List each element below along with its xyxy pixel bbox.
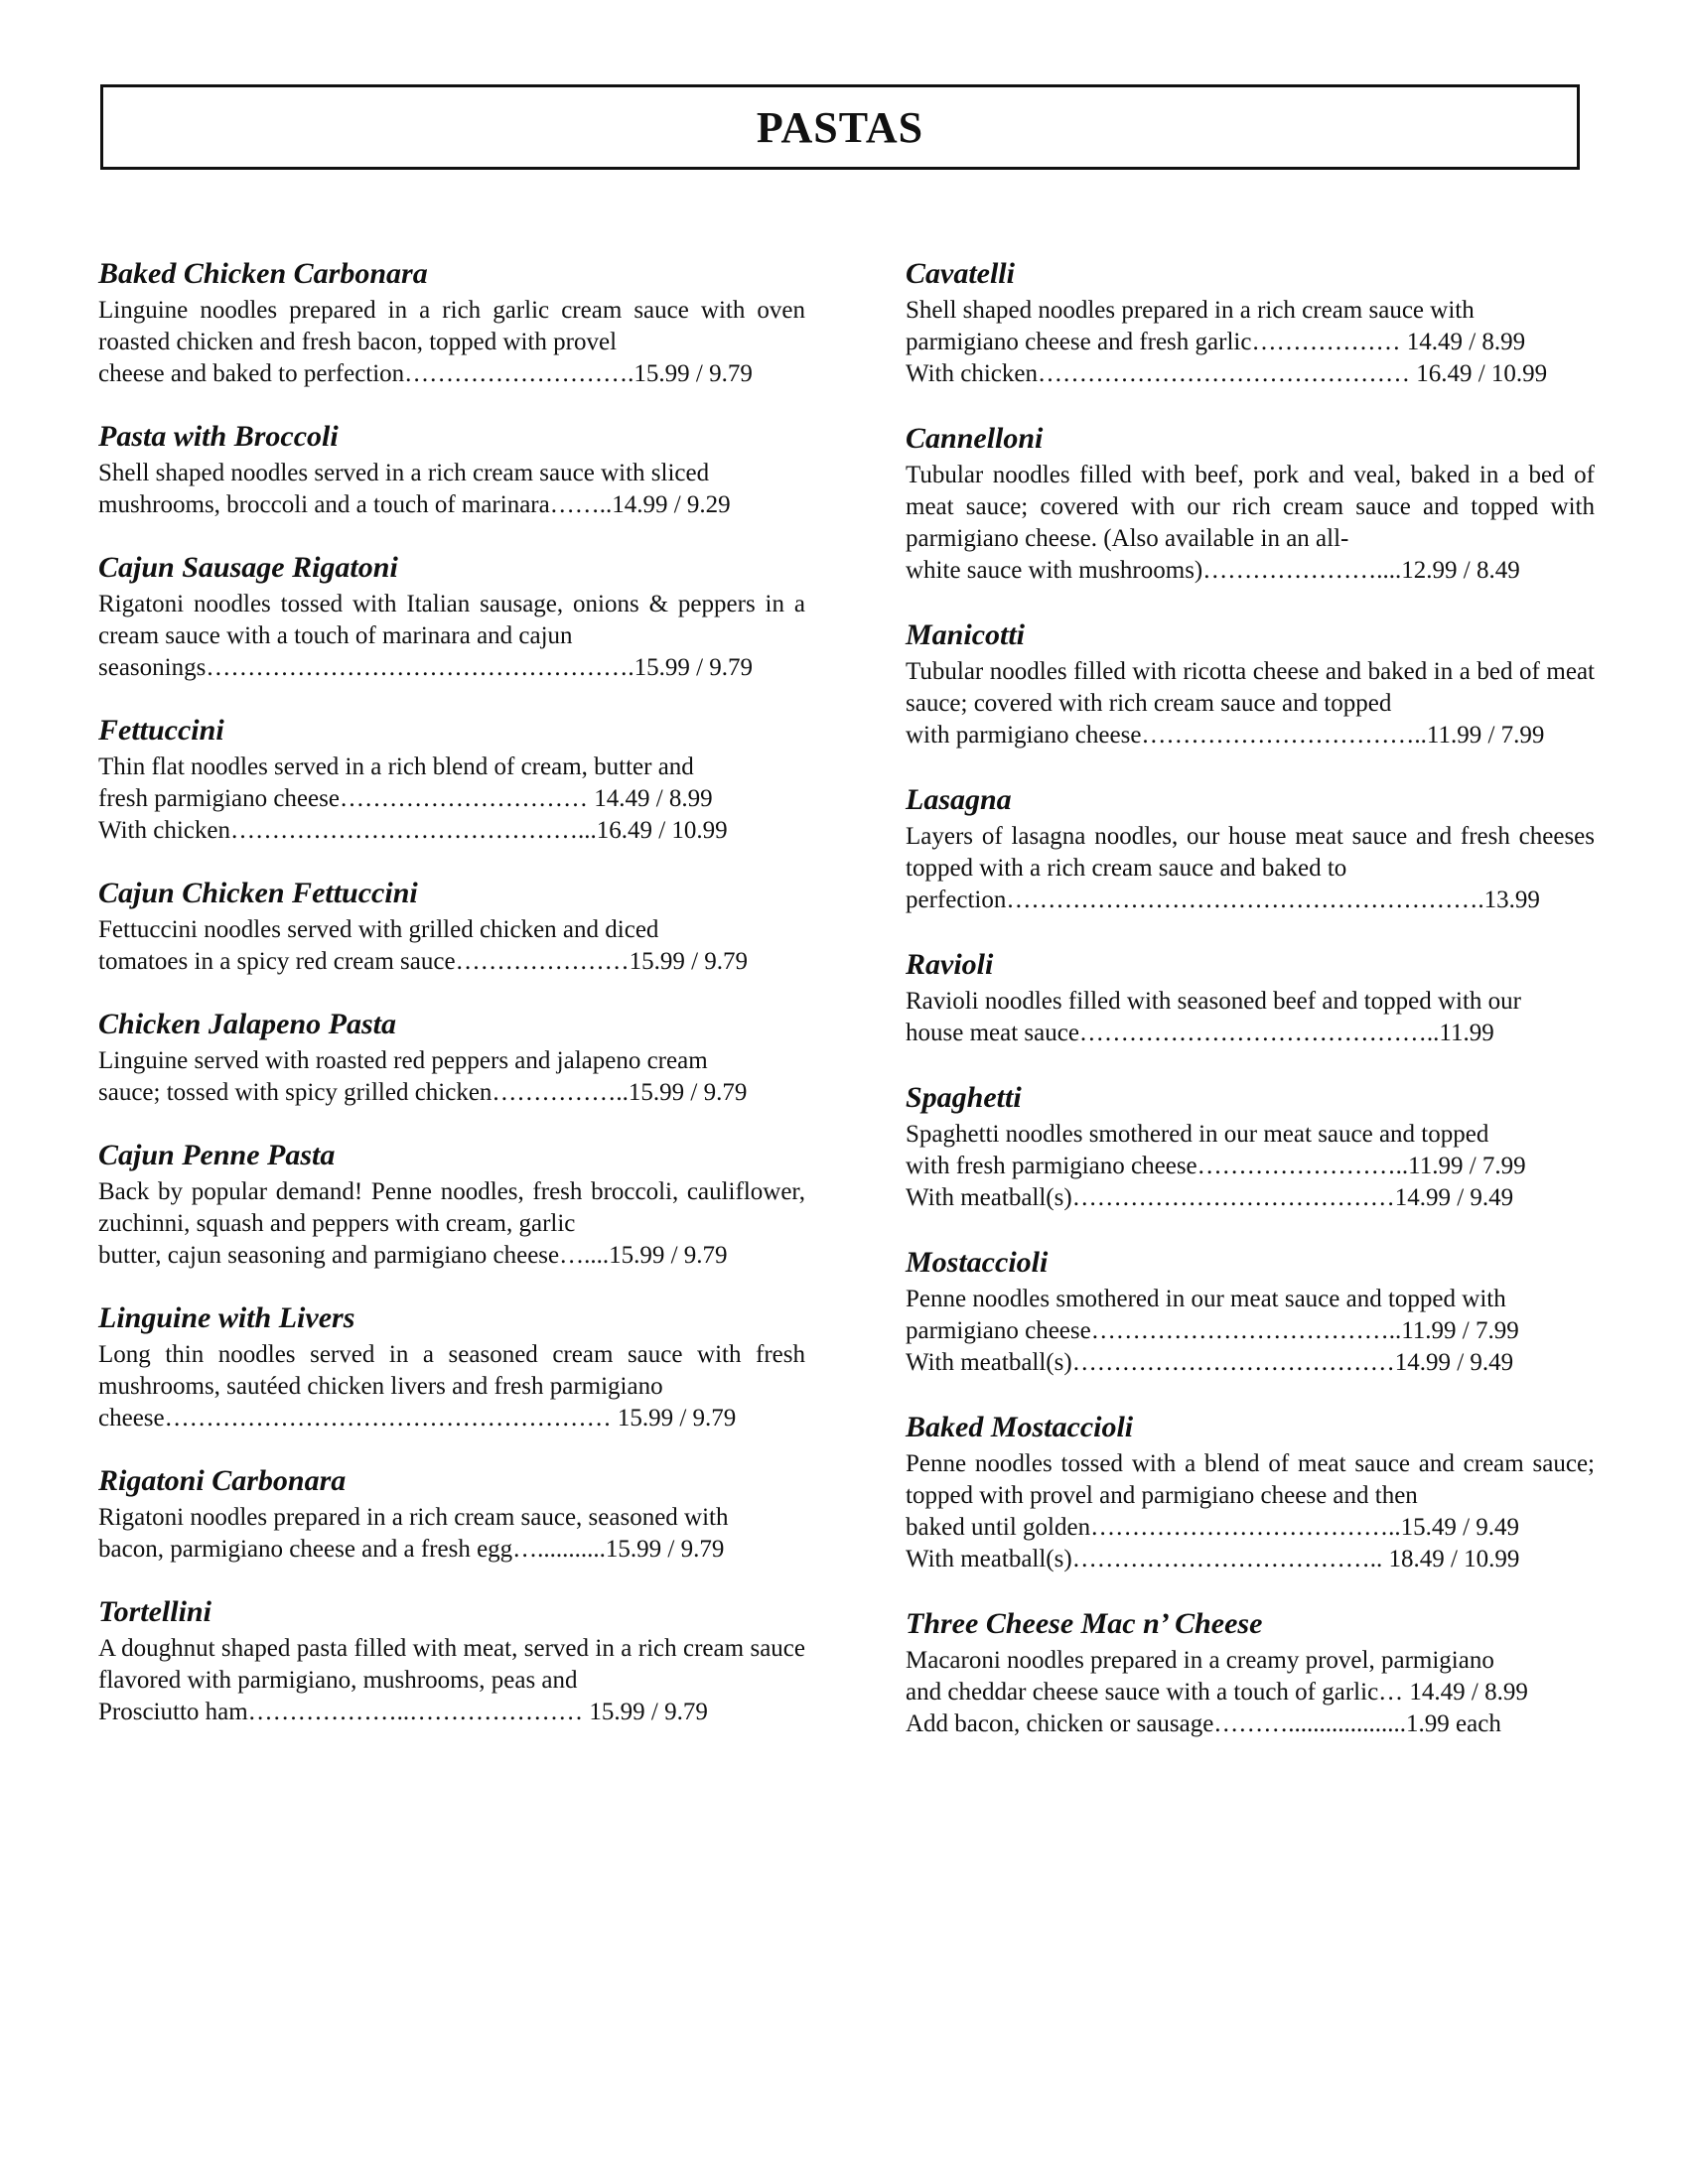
menu-item-name: Tortellini [98,1595,211,1628]
menu-item-description: Penne noodles tossed with a blend of meat sauce and cream sauce; topped with provel and parmigiano cheese and then [906,1450,1595,1509]
menu-item-price-line: and cheddar cheese sauce with a touch of garlic… 14.49 / 8.99 [906,1679,1528,1706]
menu-item-name: Baked Chicken Carbonara [98,257,428,290]
menu-item-price-line: house meat sauce……………………………………..11.99 [906,1020,1494,1046]
section-title-box [100,84,1580,170]
menu-item-description: Fettuccini noodles served with grilled chicken and diced [98,916,659,943]
menu-item [98,256,805,390]
menu-item-price-line: With meatball(s)…………………………………14.99 / 9.49 [906,1184,1514,1211]
menu-item-description: Back by popular demand! Penne noodles, fresh broccoli, cauliflower, zuchinni, squash and peppers with cream, garlic [98,1178,805,1237]
left-menu-column [98,256,805,1728]
menu-item-description: Ravioli noodles filled with seasoned beef and topped with our [906,988,1522,1015]
menu-item-name: Mostaccioli [906,1246,1049,1279]
menu-item-description: Linguine served with roasted red peppers and jalapeno cream [98,1047,708,1074]
menu-item-name: Manicotti [906,618,1026,651]
menu-item [98,1463,805,1566]
menu-item [906,1080,1595,1214]
menu-item-name: Cavatelli [906,257,1015,290]
menu-item [98,1138,805,1272]
menu-item-price-line: with parmigiano cheese……………………………..11.99 / 7.99 [906,722,1545,749]
menu-item-price-line: bacon, parmigiano cheese and a fresh egg…...........15.99 / 9.79 [98,1536,725,1563]
menu-item-description: Penne noodles smothered in our meat sauce and topped with [906,1286,1506,1312]
menu-item-price-line: With chicken……………………………………...16.49 / 10.99 [98,817,728,844]
menu-item [98,1594,805,1728]
menu-item-name: Cannelloni [906,422,1044,455]
menu-item-name: Lasagna [906,783,1012,816]
menu-item-price-line: cheese……………………………………………… 15.99 / 9.79 [98,1405,737,1432]
menu-item-description: Linguine noodles prepared in a rich garlic cream sauce with oven roasted chicken and fresh bacon, topped with provel [98,297,805,355]
menu-item-price-line: Add bacon, chicken or sausage………...................1.99 each [906,1710,1501,1737]
right-menu-column [906,256,1595,1740]
menu-item-description: Layers of lasagna noodles, our house meat sauce and fresh cheeses topped with a rich cream sauce and baked to [906,823,1595,882]
menu-item-name: Pasta with Broccoli [98,420,339,453]
menu-item-description: Tubular noodles filled with beef, pork and veal, baked in a bed of meat sauce; covered with our rich cream sauce and topped with parmigiano cheese. (Also available in an all- [906,462,1595,552]
menu-item-price-line: sauce; tossed with spicy grilled chicken……………..15.99 / 9.79 [98,1079,748,1106]
menu-item [906,1410,1595,1575]
menu-item-name: Cajun Sausage Rigatoni [98,551,398,584]
menu-item-description: Tubular noodles filled with ricotta cheese and baked in a bed of meat sauce; covered with rich cream sauce and topped [906,658,1595,717]
menu-item-price-line: With meatball(s)……………………………….. 18.49 / 10.99 [906,1546,1520,1572]
menu-item-price-line: With meatball(s)…………………………………14.99 / 9.49 [906,1349,1514,1376]
menu-item [906,256,1595,390]
menu-item-price-line: mushrooms, broccoli and a touch of marinara……..14.99 / 9.29 [98,491,731,518]
menu-item-description: Macaroni noodles prepared in a creamy provel, parmigiano [906,1647,1494,1674]
menu-item-description: Rigatoni noodles tossed with Italian sausage, onions & peppers in a cream sauce with a touch of marinara and cajun [98,591,805,649]
menu-item-price-line: seasonings…………………………………………….15.99 / 9.79 [98,654,754,681]
menu-item-price-line: with fresh parmigiano cheese……………………..11.99 / 7.99 [906,1153,1526,1179]
menu-item-description: Spaghetti noodles smothered in our meat sauce and topped [906,1121,1489,1148]
menu-item-name: Three Cheese Mac n’ Cheese [906,1607,1263,1640]
menu-item-price-line: parmigiano cheese and fresh garlic……………… 14.49 / 8.99 [906,329,1526,355]
menu-item-price-line: baked until golden………………………………..15.49 / 9.49 [906,1514,1520,1541]
menu-item-price-line: tomatoes in a spicy red cream sauce…………………15.99 / 9.79 [98,948,749,975]
menu-item-name: Chicken Jalapeno Pasta [98,1008,397,1040]
menu-item-name: Fettuccini [98,714,224,747]
menu-item-description: Shell shaped noodles served in a rich cream sauce with sliced [98,460,710,486]
menu-item [906,617,1595,751]
menu-item-price-line: Prosciutto ham………………..………………… 15.99 / 9.79 [98,1699,708,1725]
menu-item-price-line: cheese and baked to perfection……………………….15.99 / 9.79 [98,360,753,387]
menu-item-description: Shell shaped noodles prepared in a rich cream sauce with [906,297,1475,324]
page-title: PASTAS [756,102,924,152]
menu-item [906,1245,1595,1379]
menu-item-price-line: parmigiano cheese………………………………..11.99 / 7.99 [906,1317,1519,1344]
menu-item [906,947,1595,1049]
menu-item [98,1300,805,1434]
menu-item [98,876,805,978]
menu-item-price-line: perfection………………………………………………….13.99 [906,887,1540,913]
menu-item-name: Baked Mostaccioli [906,1411,1134,1443]
menu-item [98,1007,805,1109]
menu-item [906,1606,1595,1740]
menu-item-name: Cajun Chicken Fettuccini [98,877,418,909]
menu-item [906,782,1595,916]
menu-item-description: Thin flat noodles served in a rich blend of cream, butter and [98,753,694,780]
menu-item [98,550,805,684]
menu-item-description: Rigatoni noodles prepared in a rich cream sauce, seasoned with [98,1504,729,1531]
menu-item-price-line: fresh parmigiano cheese………………………… 14.49 / 8.99 [98,785,713,812]
menu-item-name: Spaghetti [906,1081,1022,1114]
menu-item-name: Rigatoni Carbonara [98,1464,347,1497]
menu-item [906,421,1595,587]
menu-item [98,713,805,847]
menu-item-name: Linguine with Livers [98,1301,355,1334]
menu-item-name: Cajun Penne Pasta [98,1139,336,1171]
menu-item-price-line: butter, cajun seasoning and parmigiano cheese…....15.99 / 9.79 [98,1242,728,1269]
menu-item-name: Ravioli [906,948,994,981]
menu-item [98,419,805,521]
menu-item-description: A doughnut shaped pasta filled with meat, served in a rich cream sauce flavored with parmigiano, mushrooms, peas and [98,1635,805,1694]
menu-item-price-line: white sauce with mushrooms)…………………....12.99 / 8.49 [906,557,1520,584]
menu-item-description: Long thin noodles served in a seasoned cream sauce with fresh mushrooms, sautéed chicken livers and fresh parmigiano [98,1341,805,1400]
menu-item-price-line: With chicken……………………………………… 16.49 / 10.99 [906,360,1548,387]
